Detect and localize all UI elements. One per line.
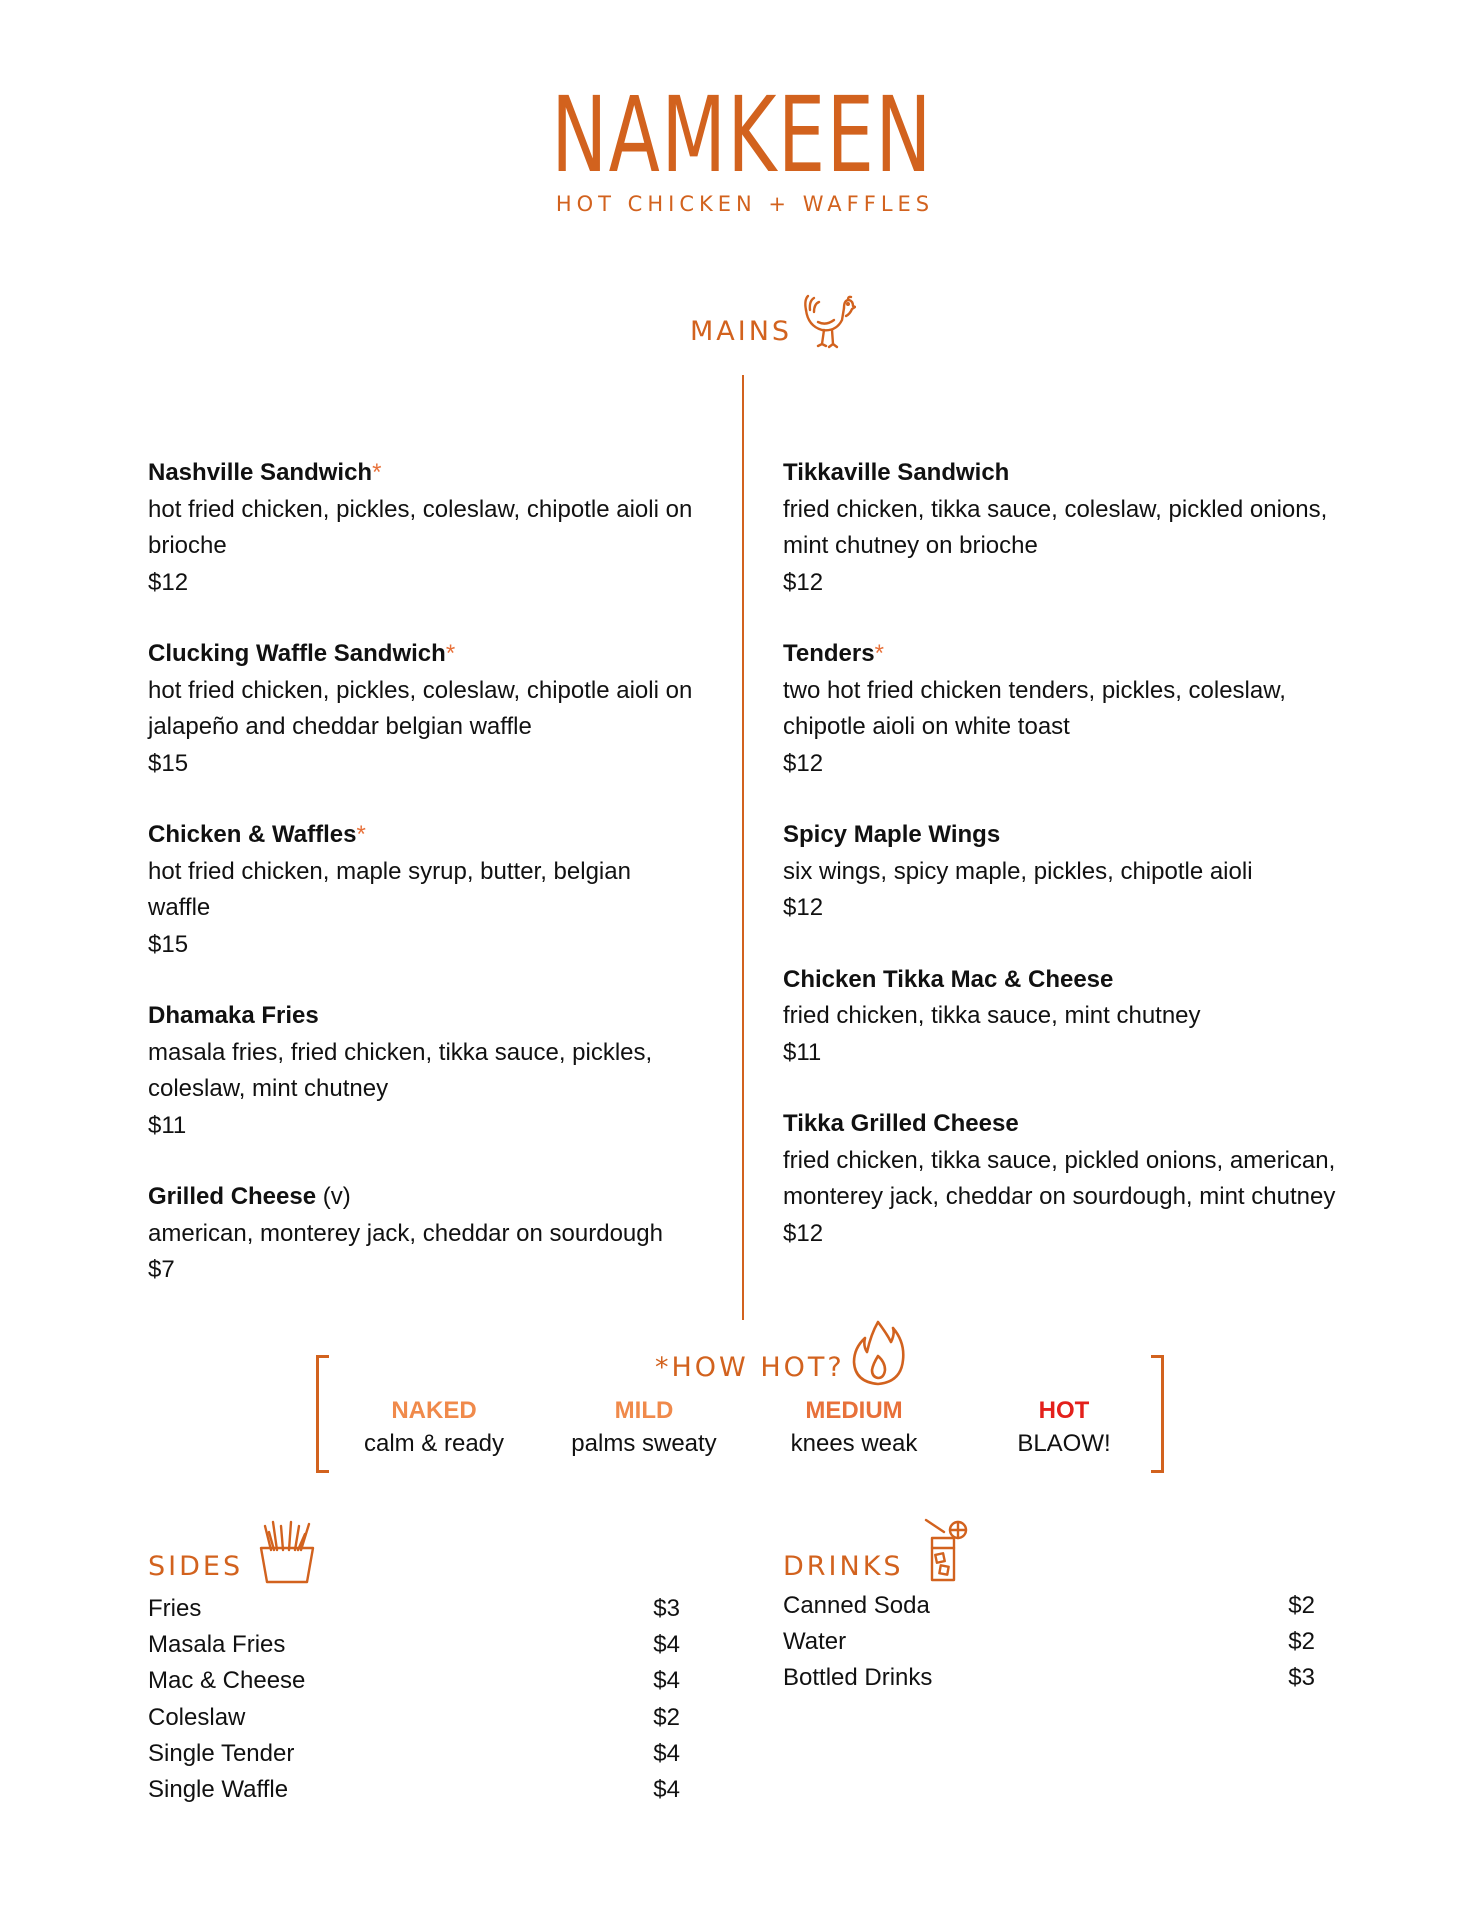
heat-level-label: NAKED xyxy=(391,1397,477,1424)
item-name: Grilled Cheese xyxy=(148,1183,317,1210)
brand-tagline: HOT CHICKEN + WAFFLES xyxy=(555,192,935,216)
item-price: $15 xyxy=(148,749,189,777)
menu-item xyxy=(148,998,708,1144)
menu-item xyxy=(783,455,1353,601)
heat-level-description: calm & ready xyxy=(363,1430,505,1457)
drink-icon xyxy=(924,1518,970,1584)
brand-name: NAMKEEN xyxy=(551,74,933,196)
heat-marker: * xyxy=(356,821,366,848)
item-price: $2 xyxy=(1288,1628,1315,1656)
item-description: fried chicken, tikka sauce, mint chutney xyxy=(783,1002,1201,1029)
drinks-title: DRINKS xyxy=(783,1551,904,1582)
item-description: american, monterey jack, cheddar on sourdough xyxy=(148,1219,663,1247)
item-price: $2 xyxy=(1288,1592,1315,1619)
vegetarian-note: (v) xyxy=(316,1183,351,1210)
heat-level-hot xyxy=(959,1396,1169,1462)
drinks-list xyxy=(783,1588,1315,1697)
menu-item xyxy=(783,817,1353,927)
item-name: Water xyxy=(783,1628,847,1656)
item-name: Single Tender xyxy=(148,1739,295,1767)
heat-level-label: MILD xyxy=(614,1397,674,1424)
menu-item xyxy=(783,1106,1353,1252)
heat-level-naked xyxy=(329,1396,539,1462)
item-name: Spicy Maple Wings xyxy=(783,821,1001,848)
menu-item xyxy=(148,817,708,963)
item-name: Mac & Cheese xyxy=(148,1667,306,1695)
heat-marker: * xyxy=(445,640,456,667)
sides-list xyxy=(148,1591,680,1808)
sides-heading xyxy=(148,1520,317,1584)
list-item xyxy=(783,1660,1315,1696)
item-description: six wings, spicy maple, pickles, chipotle aioli xyxy=(783,857,1253,885)
item-name: Canned Soda xyxy=(783,1592,930,1619)
item-price: $3 xyxy=(1288,1664,1315,1692)
list-item xyxy=(148,1663,680,1699)
item-name: Dhamaka Fries xyxy=(148,1002,319,1029)
item-name: Tenders xyxy=(783,640,875,667)
item-name: Bottled Drinks xyxy=(783,1664,933,1692)
item-name: Clucking Waffle Sandwich xyxy=(148,640,446,667)
heat-marker: * xyxy=(372,459,382,486)
item-name: Coleslaw xyxy=(148,1703,246,1731)
item-price: $11 xyxy=(148,1111,187,1139)
chicken-icon xyxy=(800,292,856,350)
list-item xyxy=(148,1700,680,1736)
item-name: Fries xyxy=(148,1595,202,1622)
menu-item xyxy=(783,962,1353,1072)
item-price: $3 xyxy=(653,1595,680,1622)
heat-level-label: MEDIUM xyxy=(805,1397,903,1424)
fries-icon xyxy=(257,1520,317,1584)
item-name: Tikka Grilled Cheese xyxy=(783,1110,1019,1137)
item-name: Tikkaville Sandwich xyxy=(783,459,1010,486)
item-description: masala fries, fried chicken, tikka sauce, pickles, coleslaw, mint chutney xyxy=(148,1038,653,1102)
brand-logo xyxy=(0,74,1484,216)
item-price: $15 xyxy=(148,930,189,958)
menu-item xyxy=(148,636,708,782)
heat-marker: * xyxy=(874,640,884,667)
item-price: $2 xyxy=(653,1703,680,1731)
item-name: Chicken & Waffles xyxy=(148,821,357,848)
item-name: Masala Fries xyxy=(148,1631,286,1659)
item-price: $12 xyxy=(783,894,824,921)
list-item xyxy=(148,1772,680,1808)
item-description: fried chicken, tikka sauce, pickled onions, american, monterey jack, cheddar on sourdough, mint chutney xyxy=(783,1146,1336,1210)
heat-level-medium xyxy=(749,1396,959,1462)
sides-title: SIDES xyxy=(148,1551,244,1582)
item-price: $12 xyxy=(783,1219,824,1247)
item-price: $12 xyxy=(783,568,824,596)
drinks-heading xyxy=(783,1518,970,1584)
list-item xyxy=(148,1591,680,1627)
heat-levels xyxy=(329,1396,1169,1462)
list-item xyxy=(148,1736,680,1772)
item-price: $4 xyxy=(653,1739,680,1767)
item-price: $4 xyxy=(653,1667,680,1695)
menu-item xyxy=(148,455,708,601)
heat-title: *HOW HOT? xyxy=(655,1352,845,1383)
item-name: Chicken Tikka Mac & Cheese xyxy=(783,965,1114,993)
heat-level-description: knees weak xyxy=(790,1430,918,1457)
list-item xyxy=(148,1627,680,1663)
item-price: $4 xyxy=(653,1776,680,1804)
left-bracket xyxy=(316,1355,329,1473)
heat-level-mild xyxy=(539,1396,749,1462)
heat-level-description: BLAOW! xyxy=(1017,1430,1111,1457)
item-price: $12 xyxy=(783,749,824,777)
heat-heading xyxy=(655,1320,905,1386)
item-description: two hot fried chicken tenders, pickles, coleslaw, chipotle aioli on white toast xyxy=(783,676,1286,740)
item-name: Nashville Sandwich xyxy=(148,459,373,486)
item-price: $7 xyxy=(148,1256,175,1283)
menu-item xyxy=(148,1179,708,1289)
heat-level-description: palms sweaty xyxy=(571,1430,717,1457)
item-price: $4 xyxy=(653,1631,680,1659)
column-divider xyxy=(742,375,744,1320)
item-price: $11 xyxy=(783,1038,822,1066)
menu-item xyxy=(783,636,1353,782)
item-description: hot fried chicken, pickles, coleslaw, chipotle aioli on brioche xyxy=(148,495,693,559)
mains-right-column xyxy=(783,455,1353,1287)
mains-title: MAINS xyxy=(690,316,793,347)
list-item xyxy=(783,1624,1315,1660)
mains-left-column xyxy=(148,455,708,1324)
mains-heading xyxy=(690,292,856,348)
item-description: hot fried chicken, maple syrup, butter, belgian waffle xyxy=(148,857,631,921)
item-name: Single Waffle xyxy=(148,1776,289,1804)
item-price: $12 xyxy=(148,568,189,596)
list-item xyxy=(783,1588,1315,1624)
item-description: hot fried chicken, pickles, coleslaw, chipotle aioli on jalapeño and cheddar belgian waffle xyxy=(148,676,693,740)
heat-level-label: HOT xyxy=(1038,1397,1090,1424)
flame-icon xyxy=(851,1320,905,1386)
item-description: fried chicken, tikka sauce, coleslaw, pickled onions, mint chutney on brioche xyxy=(783,495,1328,559)
